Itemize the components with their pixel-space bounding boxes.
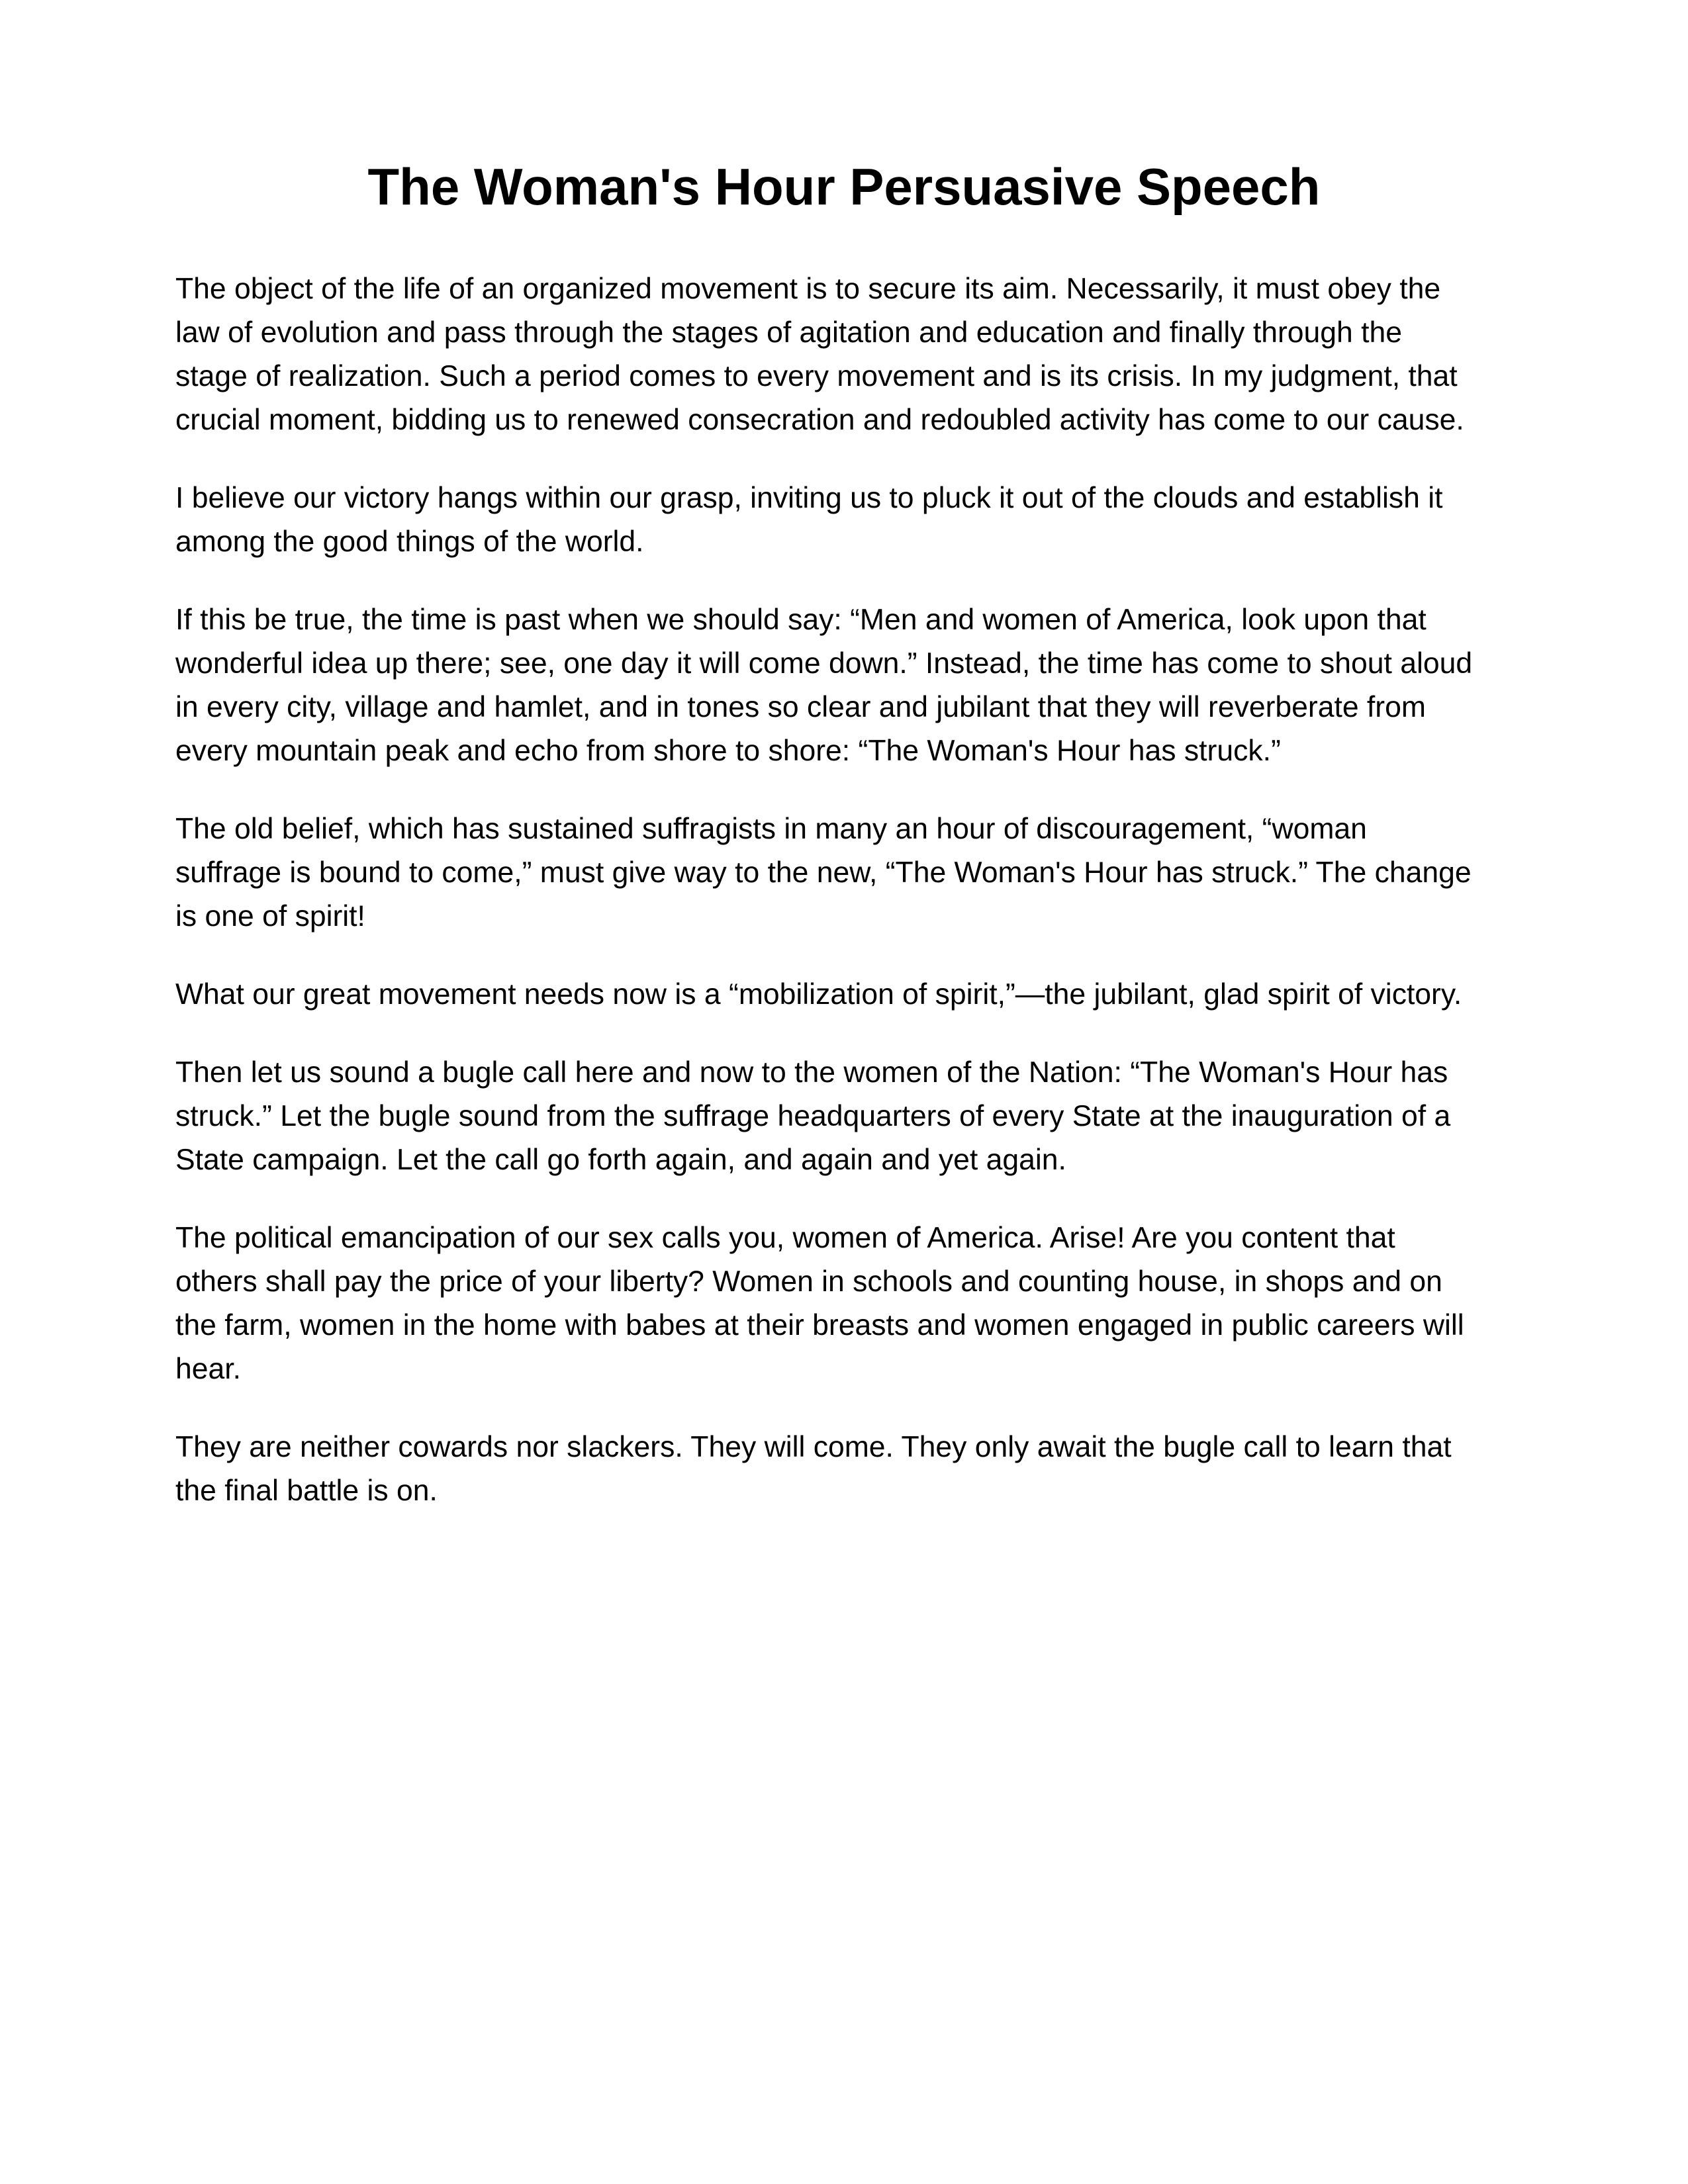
paragraph-3 [175,598,1519,773]
paragraph-line: I believe our victory hangs within our grasp, inviting us to pluck it out of the clouds and establish it [175,482,1443,514]
paragraph-line: If this be true, the time is past when we should say: “Men and women of America, look upon that [175,604,1427,636]
paragraph-line: the farm, women in the home with babes at their breasts and women engaged in public careers will [175,1309,1464,1342]
paragraph-5 [175,973,1519,1017]
paragraph-line: others shall pay the price of your liberty? Women in schools and counting house, in shops and on [175,1265,1442,1298]
paragraph-line: wonderful idea up there; see, one day it will come down.” Instead, the time has come to shout aloud [175,647,1473,680]
paragraph-line: They are neither cowards nor slackers. They will come. They only await the bugle call to learn that [175,1431,1452,1463]
paragraph-line: Then let us sound a bugle call here and now to the women of the Nation: “The Woman's Hour has [175,1056,1448,1089]
paragraph-line: the final battle is on. [175,1475,438,1507]
paragraph-line: crucial moment, bidding us to renewed consecration and redoubled activity has come to our cause. [175,404,1464,436]
paragraph-line: every mountain peak and echo from shore to shore: “The Woman's Hour has struck.” [175,735,1281,767]
paragraph-line: The old belief, which has sustained suffragists in many an hour of discouragement, “woman [175,813,1367,845]
paragraph-line: What our great movement needs now is a “mobilization of spirit,”—the jubilant, glad spirit of victory. [175,978,1462,1011]
paragraph-line: is one of spirit! [175,900,365,933]
document-body [175,267,1519,1547]
paragraph-line: State campaign. Let the call go forth again, and again and yet again. [175,1144,1066,1176]
paragraph-line: law of evolution and pass through the stages of agitation and education and finally through the [175,316,1403,349]
paragraph-line: stage of realization. Such a period comes to every movement and is its crisis. In my judgment, that [175,360,1458,392]
paragraph-8 [175,1426,1519,1513]
paragraph-2 [175,477,1519,564]
paragraph-line: suffrage is bound to come,” must give way to the new, “The Woman's Hour has struck.” The change [175,856,1472,889]
paragraph-line: hear. [175,1353,241,1385]
paragraph-7 [175,1216,1519,1391]
paragraph-6 [175,1051,1519,1182]
document-title: The Woman's Hour Persuasive Speech [367,158,1321,216]
paragraph-4 [175,807,1519,938]
paragraph-line: among the good things of the world. [175,525,644,558]
paragraph-line: struck.” Let the bugle sound from the suffrage headquarters of every State at the inauguration of a [175,1100,1451,1132]
paragraph-line: in every city, village and hamlet, and in tones so clear and jubilant that they will reverberate from [175,691,1426,723]
paragraph-1 [175,267,1519,442]
paragraph-line: The political emancipation of our sex calls you, women of America. Arise! Are you content that [175,1222,1395,1254]
paragraph-line: The object of the life of an organized movement is to secure its aim. Necessarily, it must obey the [175,273,1441,305]
